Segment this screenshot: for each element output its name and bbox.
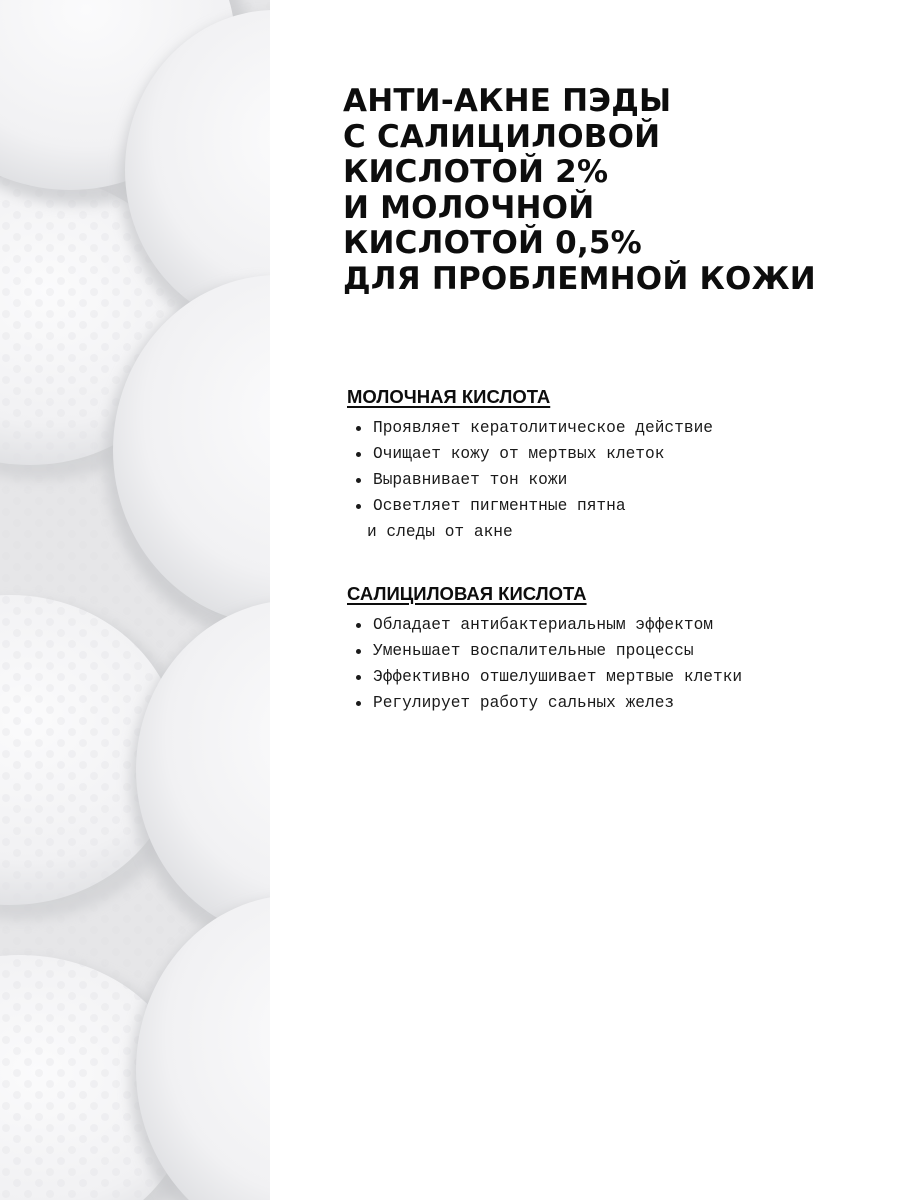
list-item: Осветляет пигментные пятна (347, 493, 867, 519)
title-line-2: С САЛИЦИЛОВОЙ (343, 118, 661, 155)
list-item: Уменьшает воспалительные процессы (347, 638, 867, 664)
cotton-pads-photo (0, 0, 270, 1200)
list-item-continuation: и следы от акне (367, 523, 513, 541)
cotton-pads-image (0, 0, 270, 1200)
list-item: Проявляет кератолитическое действие (347, 415, 867, 441)
page-title (343, 84, 883, 297)
list-item: Регулирует работу сальных желез (347, 690, 867, 716)
title-line-1: АНТИ-АКНЕ ПЭДЫ (343, 83, 672, 119)
lactic-acid-section (347, 385, 867, 545)
lactic-acid-heading: МОЛОЧНАЯ КИСЛОТА (347, 386, 551, 407)
title-line-3: КИСЛОТОЙ 2% (343, 154, 609, 190)
list-item: Выравнивает тон кожи (347, 467, 867, 493)
list-item: Очищает кожу от мертвых клеток (347, 441, 867, 467)
salicylic-acid-section (347, 582, 867, 716)
lactic-acid-benefits-list (347, 415, 867, 545)
salicylic-acid-benefits-list (347, 612, 867, 716)
title-line-4: И МОЛОЧНОЙ (343, 189, 595, 226)
salicylic-acid-heading: САЛИЦИЛОВАЯ КИСЛОТА (347, 583, 587, 604)
title-line-6: ДЛЯ ПРОБЛЕМНОЙ КОЖИ (343, 260, 816, 297)
list-item: Обладает антибактериальным эффектом (347, 612, 867, 638)
list-item: Эффективно отшелушивает мертвые клетки (347, 664, 867, 690)
title-line-5: КИСЛОТОЙ 0,5% (343, 225, 642, 261)
